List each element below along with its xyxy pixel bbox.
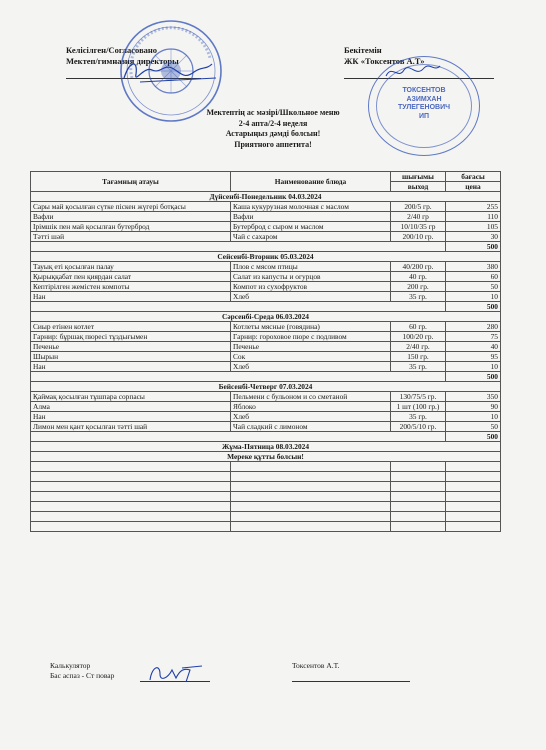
dish-name-kz: Сары май қосылған сүтке піскен жүгері ботқасы	[31, 202, 231, 212]
empty-cell	[231, 462, 391, 472]
approved-label: Бекітемін	[344, 45, 382, 55]
day-title: Сәрсенбі-Среда 06.03.2024	[31, 312, 501, 322]
dish-name-ru: Котлеты мясные (говядина)	[231, 322, 391, 332]
dish-output: 35 гр.	[391, 412, 446, 422]
empty-row	[31, 502, 501, 512]
dish-name-ru: Сок	[231, 352, 391, 362]
dish-name-ru: Компот из сухофруктов	[231, 282, 391, 292]
greeting-ru: Приятного аппетита!	[234, 139, 312, 149]
day-title: Дүйсенбі-Понедельник 04.03.2024	[31, 192, 501, 202]
dish-name-ru: Чай сладкий с лимоном	[231, 422, 391, 432]
dish-price: 30	[446, 232, 501, 242]
empty-row	[31, 522, 501, 532]
dish-output: 40/200 гр.	[391, 262, 446, 272]
table-row	[31, 212, 501, 222]
empty-cell	[391, 522, 446, 532]
dish-price: 50	[446, 282, 501, 292]
dish-name-kz: Нан	[31, 412, 231, 422]
director-label: Мектеп/гимназия директоры	[66, 56, 179, 66]
chef-signature	[146, 660, 206, 686]
menu-table	[30, 171, 501, 532]
dish-name-ru: Гарнир: гороховое пюре с подливом	[231, 332, 391, 342]
entrepreneur-label: ЖК «Токсентов А.Т»	[344, 56, 425, 66]
day-total: 500	[446, 372, 501, 382]
dish-name-ru: Печенье	[231, 342, 391, 352]
dish-name-kz: Алма	[31, 402, 231, 412]
day-title-row	[31, 382, 501, 392]
day-total-row	[31, 242, 501, 252]
dish-price: 10	[446, 362, 501, 372]
empty-row	[31, 492, 501, 502]
dish-name-ru: Хлеб	[231, 292, 391, 302]
greeting-kz: Астарыңыз дәмді болсын!	[225, 129, 321, 138]
dish-price: 75	[446, 332, 501, 342]
empty-cell	[31, 522, 231, 532]
day-title-row	[31, 252, 501, 262]
dish-name-kz: Нан	[31, 292, 231, 302]
table-row	[31, 422, 501, 432]
footer-left	[50, 661, 114, 681]
empty-cell	[446, 482, 501, 492]
dish-output: 200/10 гр.	[391, 232, 446, 242]
table-row	[31, 362, 501, 372]
empty-cell	[391, 482, 446, 492]
empty-cell	[31, 502, 231, 512]
footer-right-name: Токсентов А.Т.	[292, 661, 340, 670]
table-row	[31, 322, 501, 332]
dish-price: 255	[446, 202, 501, 212]
dish-output: 130/75/5 гр.	[391, 392, 446, 402]
empty-cell	[446, 462, 501, 472]
table-row	[31, 282, 501, 292]
day-total-row	[31, 372, 501, 382]
stamp-line: ТОКСЕНТОВ	[402, 87, 446, 94]
dish-output: 10/10/35 гр	[391, 222, 446, 232]
director-signature	[120, 56, 220, 88]
col-header-ru: Наименование блюда	[231, 172, 391, 192]
empty-cell	[231, 512, 391, 522]
table-row	[31, 342, 501, 352]
dish-name-ru: Вафли	[231, 212, 391, 222]
table-row	[31, 272, 501, 282]
empty-cell	[446, 492, 501, 502]
dish-name-kz: Гарнир: бұршақ пюресі тұздығымен	[31, 332, 231, 342]
approval-label: Келісілген/Согласовано	[66, 45, 158, 55]
empty-cell	[391, 472, 446, 482]
dish-output: 35 гр.	[391, 292, 446, 302]
empty-row	[31, 512, 501, 522]
empty-cell	[231, 472, 391, 482]
col-header-price: бағасы	[446, 172, 501, 182]
dish-name-kz: Шырын	[31, 352, 231, 362]
dish-name-ru: Чай с сахаром	[231, 232, 391, 242]
table-header-row	[31, 172, 501, 182]
menu-title-block	[0, 108, 546, 150]
empty-cell	[446, 522, 501, 532]
dish-name-ru: Хлеб	[231, 362, 391, 372]
dish-name-ru: Плов с мясом птицы	[231, 262, 391, 272]
day-title-row	[31, 442, 501, 452]
day-total: 500	[446, 432, 501, 442]
dish-output: 40 гр.	[391, 272, 446, 282]
day-total: 500	[446, 242, 501, 252]
day-title: Бейсенбі-Четверг 07.03.2024	[31, 382, 501, 392]
empty-cell	[446, 502, 501, 512]
menu-body	[31, 192, 501, 532]
dish-price: 10	[446, 412, 501, 422]
dish-price: 10	[446, 292, 501, 302]
table-row	[31, 222, 501, 232]
dish-output: 200 гр.	[391, 282, 446, 292]
day-title: Сейсенбі-Вторник 05.03.2024	[31, 252, 501, 262]
total-spacer	[31, 432, 446, 442]
dish-output: 1 шт (100 гр.)	[391, 402, 446, 412]
total-spacer	[31, 372, 446, 382]
dish-name-kz: Лимон мен қант қосылған тәтті шай	[31, 422, 231, 432]
dish-price: 60	[446, 272, 501, 282]
dish-price: 40	[446, 342, 501, 352]
dish-price: 50	[446, 422, 501, 432]
total-spacer	[31, 242, 446, 252]
dish-name-ru: Салат из капусты и огурцов	[231, 272, 391, 282]
empty-cell	[231, 482, 391, 492]
table-row	[31, 202, 501, 212]
stamp-line: АЗИМХАН	[406, 95, 442, 103]
dish-price: 105	[446, 222, 501, 232]
menu-title: Мектептің ас мәзірі/Школьное меню	[206, 108, 340, 117]
dish-price: 95	[446, 352, 501, 362]
dish-price: 280	[446, 322, 501, 332]
dish-name-kz: Ірімшік пен май қосылған бутерброд	[31, 222, 231, 232]
empty-cell	[391, 492, 446, 502]
table-row	[31, 412, 501, 422]
stamp-line: ТУЛЕГЕНОВИЧ	[397, 104, 451, 111]
day-title-row	[31, 312, 501, 322]
day-title: Жұма-Пятница 08.03.2024	[31, 442, 501, 452]
dish-name-ru: Яблоко	[231, 402, 391, 412]
dish-output: 200/5/10 гр.	[391, 422, 446, 432]
dish-price: 350	[446, 392, 501, 402]
dish-output: 2/40 гр	[391, 212, 446, 222]
entrepreneur-signature	[382, 62, 442, 82]
table-row	[31, 352, 501, 362]
col-header-kz: Тағамның атауы	[31, 172, 231, 192]
table-row	[31, 402, 501, 412]
dish-name-kz: Қырыққабат пен қиярдан салат	[31, 272, 231, 282]
empty-cell	[231, 522, 391, 532]
empty-cell	[31, 462, 231, 472]
footer-right-line	[292, 681, 410, 682]
dish-output: 35 гр.	[391, 362, 446, 372]
empty-cell	[31, 512, 231, 522]
empty-cell	[391, 502, 446, 512]
day-total-row	[31, 432, 501, 442]
dish-name-ru: Бутерброд с сыром и маслом	[231, 222, 391, 232]
empty-cell	[446, 472, 501, 482]
table-row	[31, 262, 501, 272]
holiday-note: Мереке құтты болсын!	[31, 452, 501, 462]
dish-name-kz: Сиыр етінен котлет	[31, 322, 231, 332]
dish-price: 90	[446, 402, 501, 412]
dish-name-ru: Хлеб	[231, 412, 391, 422]
day-total: 500	[446, 302, 501, 312]
empty-row	[31, 472, 501, 482]
empty-cell	[231, 502, 391, 512]
dish-name-kz: Тауық еті қосылған палау	[31, 262, 231, 272]
day-total-row	[31, 302, 501, 312]
dish-name-kz: Кептірілген жемістен компоты	[31, 282, 231, 292]
empty-cell	[31, 492, 231, 502]
stamp-line: ИП	[418, 112, 430, 120]
empty-cell	[31, 482, 231, 492]
table-row	[31, 292, 501, 302]
chef-label: Бас аспаз - Ст повар	[50, 671, 115, 680]
dish-name-kz: Вафли	[31, 212, 231, 222]
dish-name-ru: Каша кукурузная молочная с маслом	[231, 202, 391, 212]
dish-price: 380	[446, 262, 501, 272]
dish-price: 110	[446, 212, 501, 222]
col-header-price-ru: цена	[446, 182, 501, 192]
dish-name-kz: Қаймақ қосылған тұшпара сорпасы	[31, 392, 231, 402]
dish-output: 100/20 гр.	[391, 332, 446, 342]
empty-cell	[231, 492, 391, 502]
table-row	[31, 332, 501, 342]
empty-cell	[391, 512, 446, 522]
dish-output: 60 гр.	[391, 322, 446, 332]
col-header-output: шығымы	[391, 172, 446, 182]
empty-cell	[446, 512, 501, 522]
empty-cell	[31, 472, 231, 482]
calculator-label: Калькулятор	[50, 661, 91, 670]
dish-output: 200/5 гр.	[391, 202, 446, 212]
table-row	[31, 232, 501, 242]
col-header-output-ru: выход	[391, 182, 446, 192]
menu-week: 2-4 апта/2-4 неделя	[238, 118, 308, 128]
total-spacer	[31, 302, 446, 312]
empty-cell	[391, 462, 446, 472]
dish-output: 2/40 гр.	[391, 342, 446, 352]
dish-output: 150 гр.	[391, 352, 446, 362]
dish-name-kz: Печенье	[31, 342, 231, 352]
empty-row	[31, 462, 501, 472]
day-title-row	[31, 192, 501, 202]
table-row	[31, 392, 501, 402]
holiday-note-row	[31, 452, 501, 462]
dish-name-ru: Пельмени с бульоном и со сметаной	[231, 392, 391, 402]
dish-name-kz: Тәтті шәй	[31, 232, 231, 242]
empty-row	[31, 482, 501, 492]
dish-name-kz: Нан	[31, 362, 231, 372]
